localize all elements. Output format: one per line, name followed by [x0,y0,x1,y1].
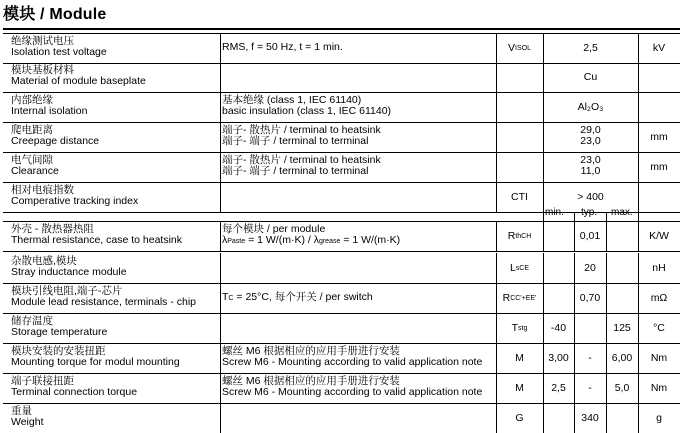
column-divider [543,313,544,343]
row-divider [3,313,680,314]
column-divider [606,373,607,403]
value-unit: Nm [650,351,668,364]
param-name-cn: 模块基板材料 [11,64,74,76]
row-divider [3,122,680,123]
param-condition: basic insulation (class 1, IEC 61140) [222,105,392,117]
value-typ: - [588,381,592,394]
column-divider [543,62,544,92]
param-name-cn: 电气间隙 [11,154,53,166]
param-symbol: R CC'+EE' [502,291,537,304]
param-name-cn: 重量 [11,405,32,417]
column-divider [220,92,221,122]
value-typ: 11,0 [580,165,601,177]
column-divider [496,182,497,212]
column-divider [574,373,575,403]
column-divider [496,152,497,182]
value-max: 6,00 [611,351,633,364]
column-divider [220,182,221,212]
col-header-typ: typ. [581,207,598,218]
column-divider [606,253,607,283]
param-name-cn: 模块安装的安装扭距 [11,345,106,357]
column-divider [638,92,639,122]
column-divider [220,313,221,343]
column-divider [606,343,607,373]
param-name-en: Weight [11,416,44,428]
column-divider [574,221,575,251]
column-divider [543,403,544,433]
value-unit: g [656,411,662,424]
column-divider [543,253,544,283]
param-name-en: Module lead resistance, terminals - chip [11,296,197,308]
column-divider [496,403,497,433]
value-min: 3,00 [548,351,569,364]
param-condition: Screw M6 - Mounting according to valid application note [222,386,483,398]
column-divider [220,283,221,313]
param-condition: Screw M6 - Mounting according to valid application note [222,356,483,368]
param-name-cn: 爬电距离 [11,124,53,136]
value-unit: °C [653,321,665,334]
column-divider [496,33,497,63]
param-name-en: Isolation test voltage [11,46,107,58]
param-condition: 端子- 端子 / terminal to terminal [222,135,369,147]
value-typ: 29,0 [580,124,601,136]
column-divider [496,62,497,92]
value-typ: 0,70 [579,291,601,304]
value-unit: K/W [649,229,669,242]
param-name-cn: 内部绝缘 [11,94,53,106]
value-typ: - [588,351,592,364]
section-title: 模块 / Module [3,6,107,23]
column-divider [220,122,221,152]
column-divider [638,283,639,313]
param-symbol: G [515,411,524,424]
column-divider [638,343,639,373]
column-divider [543,221,544,251]
value-typ: 23,0 [580,135,601,147]
column-divider [638,253,639,283]
column-divider [496,283,497,313]
column-divider [543,182,544,212]
column-divider [220,253,221,283]
value-unit: mm [650,160,668,173]
row-divider [3,251,680,252]
column-divider [574,313,575,343]
row-divider [3,152,680,153]
param-condition: 端子- 散热片 / terminal to heatsink [222,124,381,136]
column-divider [496,253,497,283]
col-header-max: max. [611,207,633,218]
value-typ: > 400 [577,190,604,203]
column-divider [496,343,497,373]
value-min: 2,5 [551,381,566,394]
column-divider [638,373,639,403]
param-name-en: Stray inductance module [11,266,127,278]
column-divider [574,403,575,433]
param-symbol: V ISOL [508,41,531,54]
column-divider [543,283,544,313]
value-unit: kV [652,41,666,54]
column-divider [638,403,639,433]
column-divider [574,253,575,283]
param-name-en: Thermal resistance, case to heatsink [11,234,182,246]
param-symbol: M [515,351,524,364]
value-max: 125 [613,321,631,334]
param-symbol: T stg [511,321,528,334]
column-divider [638,33,639,63]
column-divider [638,122,639,152]
column-divider [638,62,639,92]
value-typ: 0,01 [579,229,601,242]
column-divider [496,122,497,152]
param-name-cn: 端子联接扭距 [11,375,74,387]
column-divider [496,373,497,403]
param-symbol: R thCH [507,229,532,242]
column-divider [606,283,607,313]
value-typ: Al₂O₃ [577,100,604,113]
column-divider [496,92,497,122]
value-unit: Nm [650,381,668,394]
value-max: 5,0 [614,381,630,394]
column-divider [638,212,639,221]
column-divider [638,152,639,182]
column-divider [543,122,544,152]
column-divider [606,313,607,343]
param-condition: 每个模块 / per module [222,223,326,235]
param-name-en: Storage temperature [11,326,108,338]
column-divider [606,403,607,433]
value-typ: 2,5 [583,41,598,54]
value-unit: mΩ [650,291,668,304]
value-typ: 340 [581,411,599,424]
value-typ: 20 [584,261,596,274]
param-condition: 端子- 端子 / terminal to terminal [222,165,369,177]
column-divider [220,221,221,251]
value-typ: 23,0 [580,154,601,166]
param-name-en: Terminal connection torque [11,386,138,398]
param-symbol: CTI [511,190,528,203]
param-name-cn: 杂散电感,模块 [11,255,77,267]
param-name-en: Mounting torque for modul mounting [11,356,180,368]
title-underline [3,28,680,30]
param-name-en: Material of module baseplate [11,75,146,87]
column-divider [543,152,544,182]
column-divider [543,212,544,221]
column-divider [574,343,575,373]
column-divider [220,62,221,92]
column-divider [543,92,544,122]
value-typ: Cu [583,70,598,83]
param-name-en: Internal isolation [11,105,88,117]
param-condition: 螺丝 M6 根据相应的应用手册进行安装 [222,345,400,357]
value-min: -40 [550,321,567,334]
param-name-cn: 绝缘测试电压 [11,35,74,47]
column-divider [606,212,607,221]
column-divider [638,221,639,251]
column-divider [543,33,544,63]
column-divider [543,343,544,373]
col-header-min: min. [545,207,564,218]
column-divider [220,152,221,182]
column-divider [220,373,221,403]
param-name-en: Creepage distance [11,135,100,147]
value-unit: nH [652,261,666,274]
param-name-cn: 相对电痕指数 [11,184,74,196]
param-name-en: Clearance [11,165,59,177]
column-divider [638,313,639,343]
row-divider [3,212,680,213]
column-divider [543,373,544,403]
column-divider [496,313,497,343]
column-divider [574,212,575,221]
param-condition: λPaste = 1 W/(m·K) / λgrease = 1 W/(m·K) [222,234,401,246]
param-name-cn: 模块引线电阻,端子-芯片 [11,285,123,297]
param-symbol: L sCE [509,261,530,274]
column-divider [574,283,575,313]
column-divider [496,221,497,251]
param-condition: TC = 25°C, 每个开关 / per switch [222,291,373,303]
param-condition: 螺丝 M6 根据相应的应用手册进行安装 [222,375,400,387]
column-divider [220,343,221,373]
value-unit: mm [650,130,668,143]
column-divider [606,221,607,251]
param-name-cn: 外壳 - 散热器热阻 [11,223,94,235]
param-name-en: Comperative tracking index [11,195,139,207]
param-condition: 端子- 散热片 / terminal to heatsink [222,154,381,166]
column-divider [220,33,221,63]
param-symbol: M [515,381,524,394]
column-divider [220,403,221,433]
column-divider [638,182,639,212]
param-condition: RMS, f = 50 Hz, t = 1 min. [222,41,343,53]
param-condition: 基本绝缘 (class 1, IEC 61140) [222,94,362,106]
param-name-cn: 储存温度 [11,315,53,327]
